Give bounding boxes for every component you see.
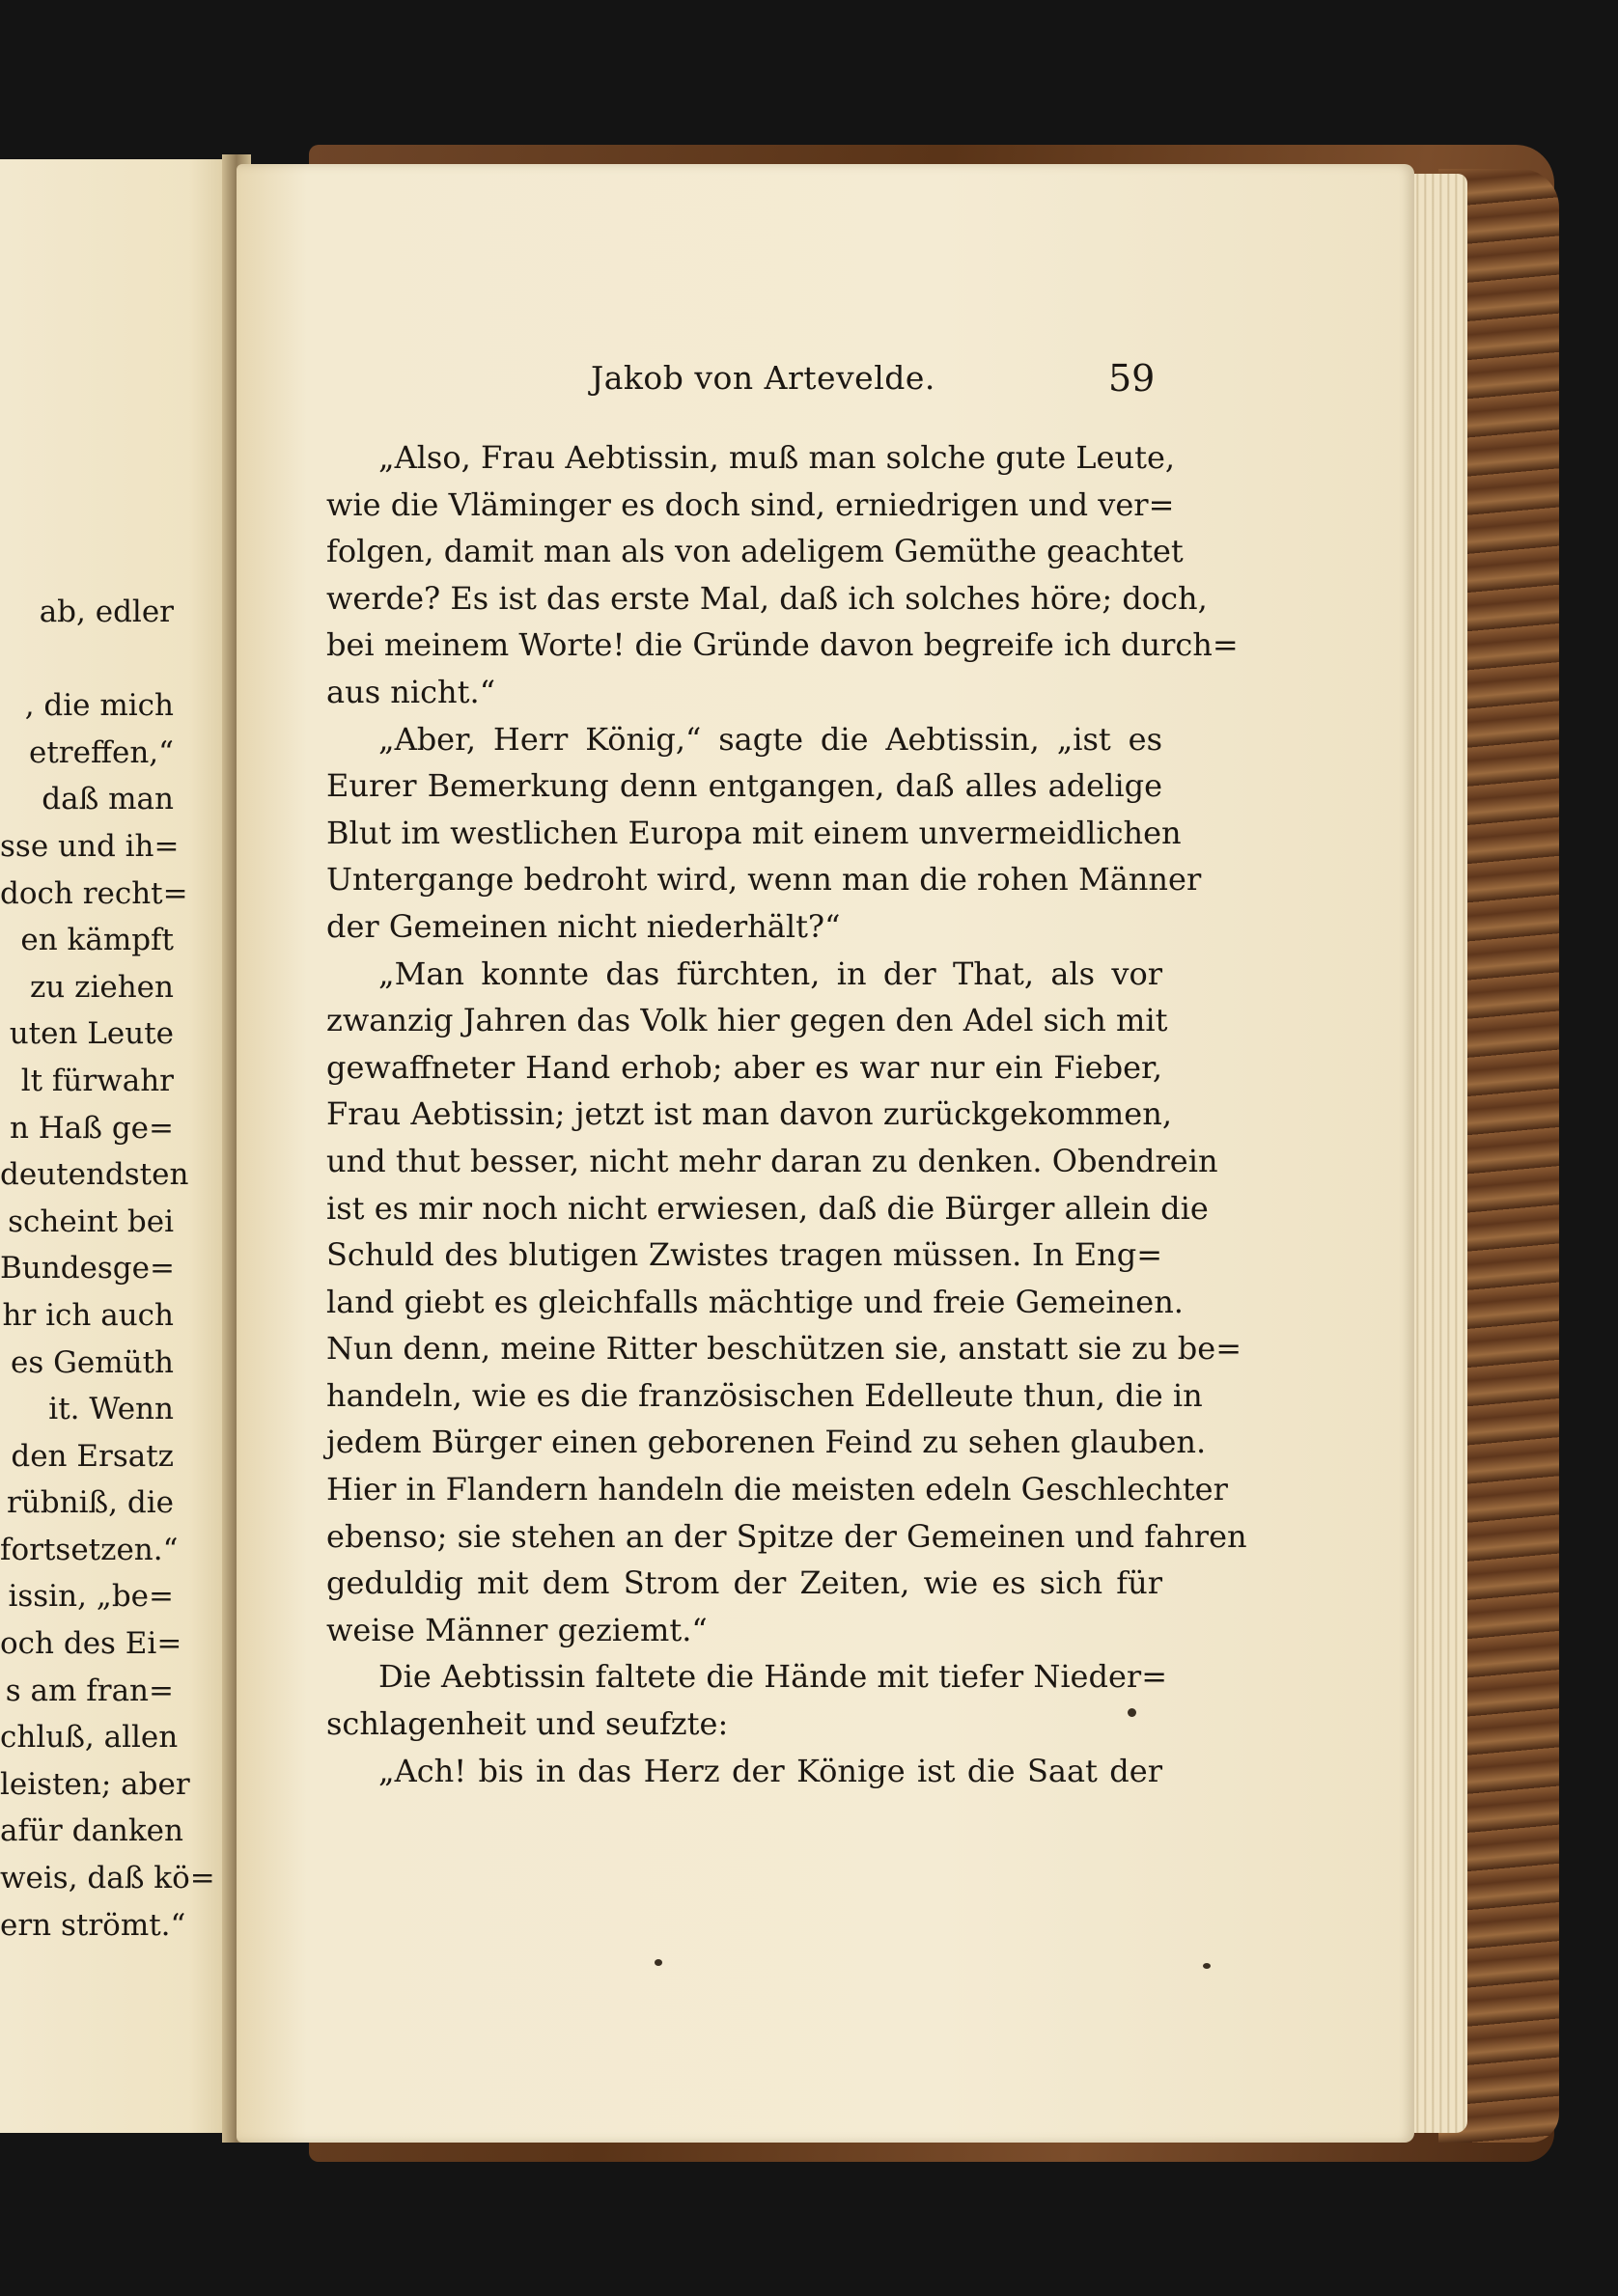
text-line: Eurer Bemerkung denn entgangen, daß alles adelige [326, 767, 1162, 805]
left-page-text [0, 589, 215, 1949]
left-page-line: leisten; aber [0, 1766, 190, 1802]
text-line: der Gemeinen nicht niederhält?“ [326, 907, 841, 945]
text-line: folgen, damit man als von adeligem Gemüthe geachtet [326, 533, 1184, 570]
text-line: wie die Vläminger es doch sind, erniedrigen und ver= [326, 485, 1175, 523]
text-line: jedem Bürger einen geborenen Feind zu sehen glauben. [326, 1424, 1207, 1461]
left-page-line: doch recht= [0, 875, 188, 911]
text-line: und thut besser, nicht mehr daran zu denken. Obendrein [326, 1142, 1218, 1179]
left-page-line: it. Wenn [48, 1392, 174, 1427]
text-line: schlagenheit und seufzte: [326, 1705, 729, 1743]
left-page [0, 159, 237, 2133]
text-line: gewaffneter Hand erhob; aber es war nur ein Fieber, [326, 1048, 1162, 1086]
left-page-line: fortsetzen.“ [0, 1532, 179, 1567]
left-page-line: den Ersatz [11, 1438, 174, 1474]
text-line: aus nicht.“ [326, 673, 496, 710]
body-text [326, 434, 1247, 1794]
left-page-line: deutendsten [0, 1157, 189, 1193]
left-page-line: issin, „be= [8, 1579, 174, 1615]
left-page-line: weis, daß kö= [0, 1861, 215, 1896]
left-page-line: n Haß ge= [9, 1110, 174, 1146]
left-page-line: etreffen,“ [28, 734, 174, 770]
left-page-line: och des Ei= [0, 1626, 182, 1662]
left-page-line: daß man [42, 782, 174, 817]
text-line: Schuld des blutigen Zwistes tragen müssen. In Eng= [326, 1236, 1162, 1274]
running-head: Jakob von Artevelde. [591, 359, 935, 397]
left-page-line: uten Leute [9, 1016, 174, 1052]
left-page-line: afür danken [0, 1813, 183, 1849]
left-page-line: en kämpft [20, 923, 174, 958]
text-line: ist es mir noch nicht erwiesen, daß die Bürger allein die [326, 1189, 1209, 1227]
left-page-line: zu ziehen [29, 969, 174, 1005]
text-line: „Man konnte das fürchten, in der That, als vor [378, 954, 1162, 992]
text-line: Blut im westlichen Europa mit einem unvermeidlichen [326, 814, 1182, 851]
text-line: „Ach! bis in das Herz der Könige ist die Saat der [378, 1752, 1162, 1789]
text-line: bei meinem Worte! die Gründe davon begreife ich durch= [326, 626, 1239, 664]
text-line: ebenso; sie stehen an der Spitze der Gemeinen und fahren [326, 1517, 1247, 1555]
text-line: geduldig mit dem Strom der Zeiten, wie es sich für [326, 1564, 1162, 1602]
left-page-line [0, 636, 174, 683]
left-page-line: lt fürwahr [20, 1063, 174, 1098]
text-line: „Aber, Herr König,“ sagte die Aebtissin, „ist es [378, 720, 1162, 758]
text-line: weise Männer geziemt.“ [326, 1611, 708, 1648]
paper-speck [1128, 1708, 1136, 1717]
left-page-line: sse und ih= [0, 828, 180, 864]
text-line: „Also, Frau Aebtissin, muß man solche gute Leute, [378, 439, 1176, 476]
left-page-line: rübniß, die [6, 1485, 174, 1521]
left-page-line: , die mich [24, 688, 174, 724]
paper-speck [1203, 1963, 1211, 1969]
left-page-line: s am fran= [5, 1673, 174, 1708]
text-line: handeln, wie es die französischen Edelleute thun, die in [326, 1376, 1203, 1414]
text-line: werde? Es ist das erste Mal, daß ich solches höre; doch, [326, 579, 1208, 617]
text-line: land giebt es gleichfalls mächtige und freie Gemeinen. [326, 1283, 1184, 1320]
text-line: Die Aebtissin faltete die Hände mit tiefer Nieder= [378, 1658, 1168, 1696]
text-line: zwanzig Jahren das Volk hier gegen den Adel sich mit [326, 1002, 1168, 1039]
left-page-line: es Gemüth [10, 1344, 174, 1380]
page-number: 59 [1108, 357, 1156, 400]
left-page-line: ern strömt.“ [0, 1907, 186, 1943]
text-line: Nun denn, meine Ritter beschützen sie, anstatt sie zu be= [326, 1330, 1241, 1368]
left-page-line: scheint bei [8, 1203, 174, 1239]
text-line: Untergange bedroht wird, wenn man die rohen Männer [326, 861, 1202, 899]
text-line: Frau Aebtissin; jetzt ist man davon zurückgekommen, [326, 1095, 1172, 1133]
paper-speck [655, 1959, 662, 1966]
left-page-line: ab, edler [39, 595, 174, 629]
left-page-line: chluß, allen [0, 1720, 179, 1756]
left-page-line: hr ich auch [2, 1297, 174, 1333]
text-line: Hier in Flandern handeln die meisten edeln Geschlechter [326, 1471, 1228, 1508]
left-page-line: Bundesge= [0, 1251, 175, 1286]
